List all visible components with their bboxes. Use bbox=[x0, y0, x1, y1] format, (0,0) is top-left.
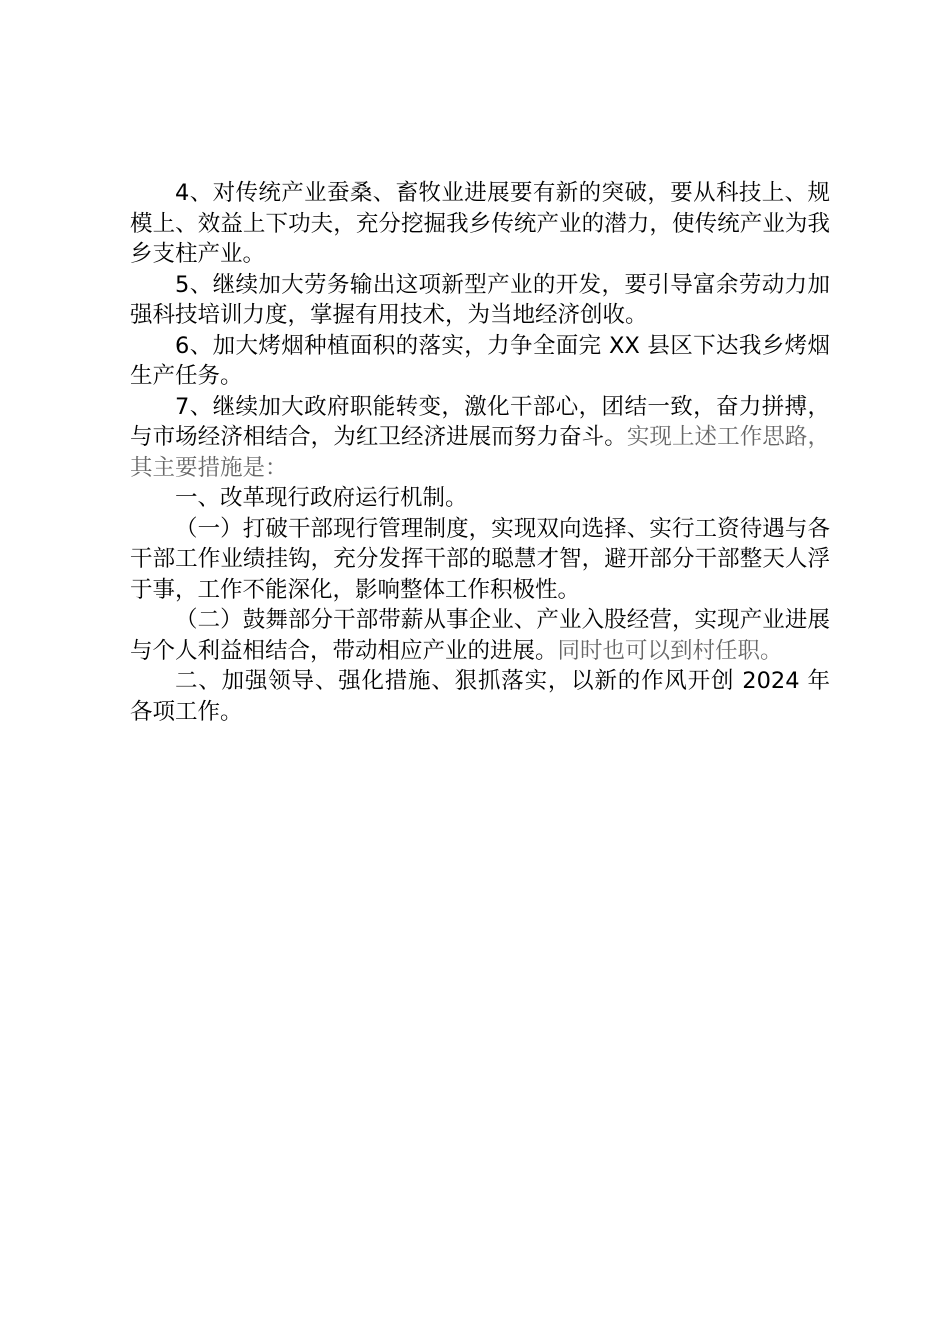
paragraph-sub-2 bbox=[130, 605, 830, 666]
paragraph-sub-2-text: （二）鼓舞部分干部带薪从事企业、产业入股经营，实现产业进展与个人利益相结合，带动相应产业的进展。 bbox=[130, 607, 830, 664]
village-post-note: 同时也可以到村任职。 bbox=[557, 637, 783, 664]
paragraph-item-4: 4、对传统产业蚕桑、畜牧业进展要有新的突破，要从科技上、规模上、效益上下功夫，充分挖掘我乡传统产业的潜力，使传统产业为我乡支柱产业。 bbox=[130, 180, 830, 267]
paragraph-item-7 bbox=[130, 392, 830, 484]
heading-strengthen-leadership: 二、加强领导、强化措施、狠抓落实，以新的作风开创 2024 年各项工作。 bbox=[130, 668, 830, 725]
paragraph-item-7-text: 7、继续加大政府职能转变，激化干部心，团结一致，奋力拼搏，与市场经济相结合，为红卫经济进展而努力奋斗。 bbox=[130, 393, 830, 450]
paragraph-item-6: 6、加大烤烟种植面积的落实，力争全面完 XX 县区下达我乡烤烟生产任务。 bbox=[130, 332, 830, 389]
document-body bbox=[130, 178, 830, 727]
heading-reform-mechanism: 一、改革现行政府运行机制。 bbox=[175, 485, 468, 511]
measures-intro-text: 实现上述工作思路，其主要措施是： bbox=[130, 424, 830, 481]
paragraph-item-5: 5、继续加大劳务输出这项新型产业的开发，要引导富余劳动力加强科技培训力度，掌握有用技术，为当地经济创收。 bbox=[130, 271, 830, 328]
paragraph-sub-1: （一）打破干部现行管理制度，实现双向选择、实行工资待遇与各干部工作业绩挂钩，充分发挥干部的聪慧才智，避开部分干部整天人浮于事，工作不能深化，影响整体工作积极性。 bbox=[130, 515, 830, 603]
